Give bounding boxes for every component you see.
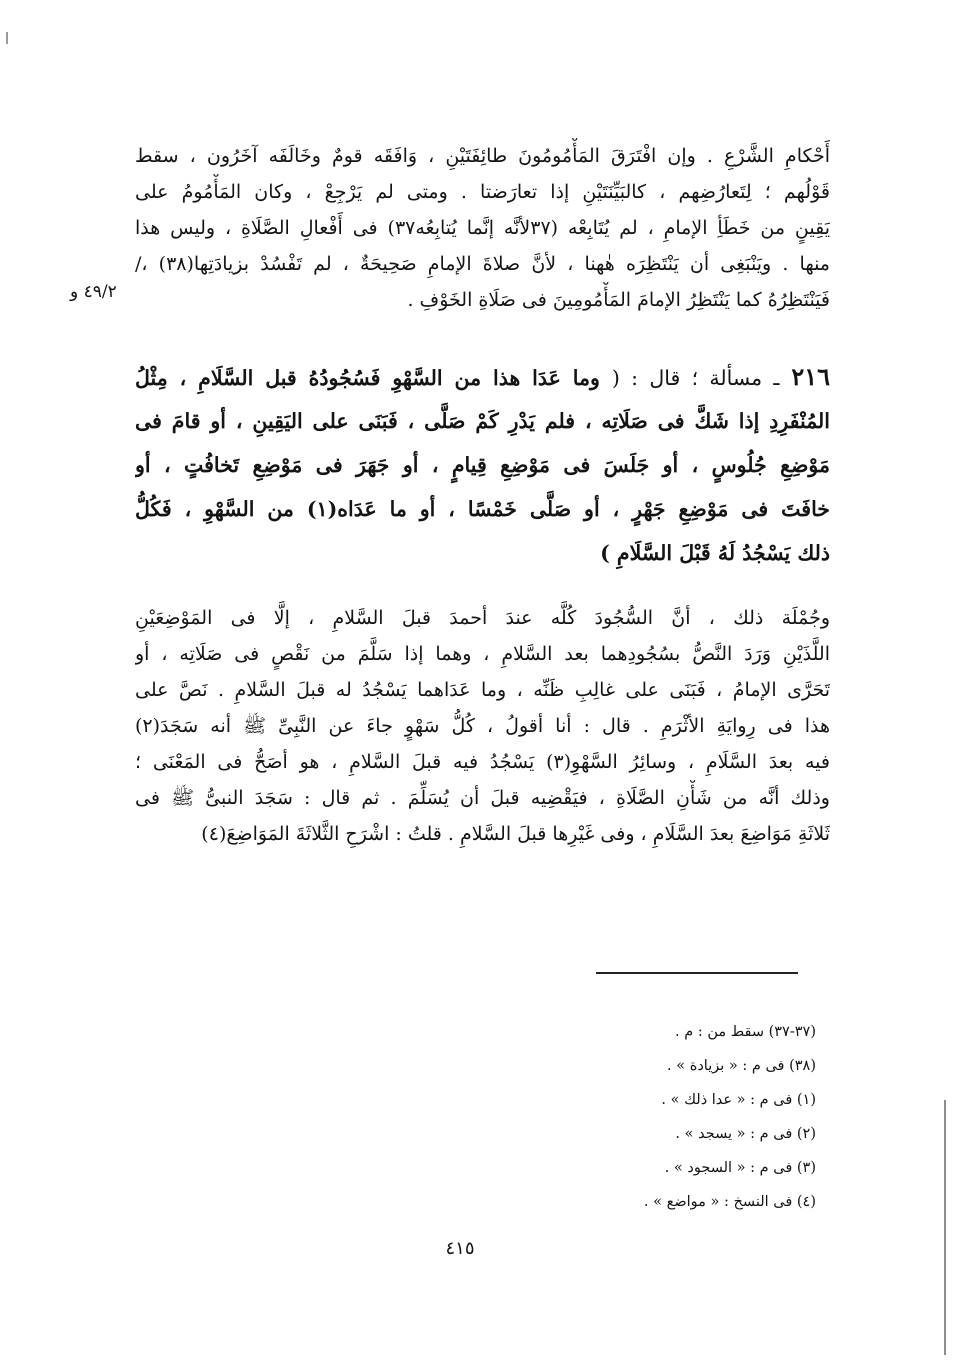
paragraph-1 [135, 138, 830, 318]
footnote: (٤) فى النسخ : « مواضع » . [643, 1194, 816, 1210]
text-line: ثَلاثَةِ مَوَاضِعَ بعدَ السَّلَامِ ، وفى غَيْرِها قبلَ السَّلامِ . قلتُ : اشْرَحِ الثَّلاثَةَ المَوَاضِعَ(٤) [201, 823, 830, 845]
scan-edge-mark [944, 1100, 946, 1355]
text-line: فَيَنْتَظِرُهُ كما يَنْتَظِرُ الإمامَ المَأْمُومِينَ فى صَلَاةِ الخَوْفِ . [407, 289, 830, 311]
text-line: وما عَدَا هذا من السَّهْوِ فَسُجُودُهُ قبل السَّلَامِ ، مِثْلُ [135, 366, 600, 390]
text-line: مَوْضِعِ جُلُوسٍ ، أو جَلَسَ فى مَوْضِعِ قِيامٍ ، أو جَهَرَ فى مَوْضِعِ تَخافُتٍ ، أو [135, 453, 830, 477]
scan-edge-mark [6, 32, 8, 44]
page-number: ٤١٥ [445, 1238, 475, 1259]
text-line: المُنْفَرِدِ إذا شَكَّ فى صَلَاتِه ، فلم يَدْرِ كَمْ صَلَّى ، فَبَنَى على اليَقِينِ ، أو قامَ فى [135, 409, 830, 433]
margin-folio-reference: ٤٩/٢ و [70, 282, 117, 302]
footnote: (٢) فى م : « يسجد » . [675, 1126, 816, 1142]
text-line: ذلك يَسْجُدُ لَهُ قَبْلَ السَّلَامِ ) [600, 541, 830, 565]
section-intro: ـ مسألة ؛ قال : ( [611, 366, 780, 390]
footnote: (١) فى م : « عدا ذلك » . [661, 1092, 816, 1108]
footnote: (٣) فى م : « السجود » . [664, 1160, 816, 1176]
text-line: هذا فى رِوايَةِ الأثْرَمِ . قال : أنا أقولُ ، كُلُّ سَهْوٍ جاءَ عن النَّبِىِّ ﷺ أنه سَجَدَ(٢) [135, 715, 830, 737]
section-heading-line [135, 355, 830, 399]
footnote-separator [596, 972, 798, 974]
text-line: فيه بعدَ السَّلَامِ ، وسائِرُ السَّهْوِ(٣) يَسْجُدُ فيه قبلَ السَّلامِ ، هو أصَحُّ فى المَعْنَى ؛ [135, 751, 830, 773]
text-line: تَحَرَّى الإمامُ ، فَبَنَى على غالِبِ ظَنِّه ، وما عَدَاهما يَسْجُدُ له قبلَ السَّلامِ . نَصَّ على [135, 679, 830, 701]
text-line: وذلك أنَّه من شَأْنِ الصَّلَاةِ ، فيَقْضِيه قبلَ أن يُسَلِّمَ . ثم قال : سَجَدَ النبىُّ ﷺ فى [135, 787, 830, 809]
text-line: خافَتَ فى مَوْضِعِ جَهْرٍ ، أو صَلَّى خَمْسًا ، أو ما عَدَاه(١) من السَّهْوِ ، فَكُلُّ [135, 497, 830, 521]
footnote: (٣٨) فى م : « بزيادة » . [667, 1058, 816, 1074]
footnotes [644, 1015, 816, 1219]
footnote: (٣٧-٣٧) سقط من : م . [675, 1024, 816, 1040]
text-line: اللَّذَيْنِ وَرَدَ النَّصُّ بسُجُودِهما بعد السَّلامِ ، وهما إذا سَلَّمَ من نَقْصٍ فى صَلَاتِه ، أو [135, 643, 830, 665]
section-number: ٢١٦ [791, 362, 830, 391]
text-line: يَقِينٍ من خَطَأِ الإمامِ ، لم يُتَابِعْه (٣٧لأنَّه إنَّما يُتابِعُه٣٧) فى أَفْعالِ الصَّلَاةِ ، وليس هذا [135, 217, 830, 239]
text-line: منها . ويَنْبَغِى أن يَنْتَظِرَه هٰهنا ، لأنَّ صلاةَ الإمامِ صَحِيحَةٌ ، لم تَفْسُدْ بزيادَتِها(٣٨) ،/ [135, 253, 830, 275]
section-216 [135, 355, 830, 575]
paragraph-3 [135, 600, 830, 852]
text-line: أَحْكامِ الشَّرْعِ . وإن افْتَرَقَ المَأْمُومُونَ طائِفَتَيْنِ ، وَافَقَه قومٌ وخَالَفَه آخَرُون ، سقط [135, 145, 830, 167]
text-line: قَوْلُهم ؛ لِتَعارُضِهم ، كالبَيِّنَتَيْنِ إذا تعارَضتا . ومتى لم يَرْجِعْ ، وكان المَأْمُومُ على [135, 181, 830, 203]
text-line: وجُمْلَة ذلك ، أنَّ السُّجُودَ كُلَّه عندَ أحمدَ قبلَ السَّلامِ ، إلَّا فى المَوْضِعَيْنِ [135, 607, 830, 629]
